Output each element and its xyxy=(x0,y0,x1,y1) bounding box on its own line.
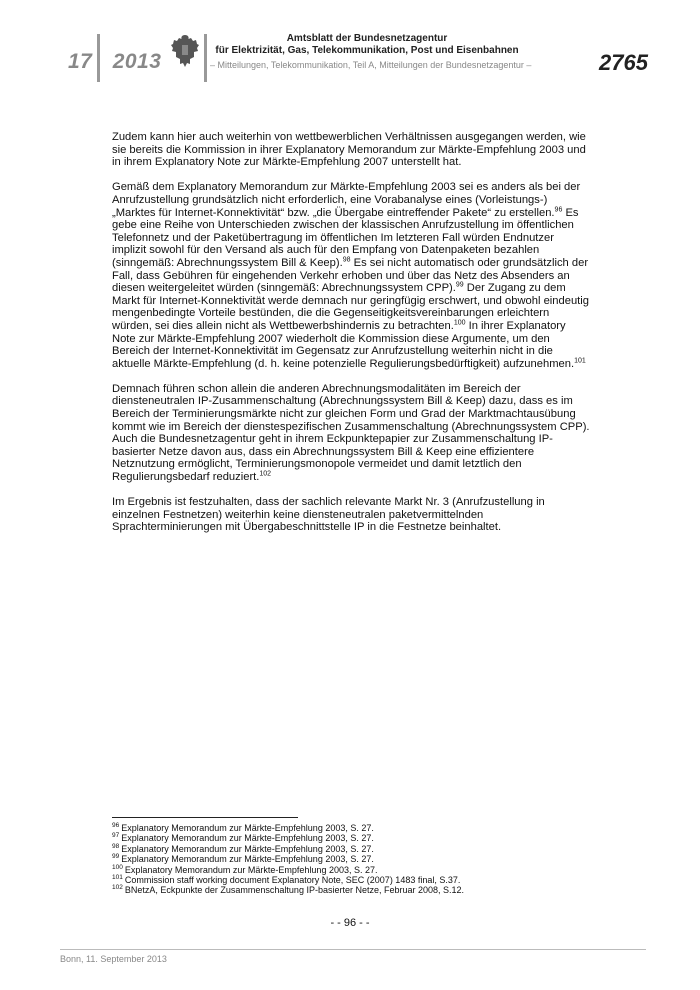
paragraph-2-part-a: Gemäß dem Explanatory Memorandum zur Märkte-Empfehlung 2003 sei es anders als bei der Anrufzustellung grundsätzlich nicht erforderlich, eine Vorabanalyse eines (Vorleistungs-) „Marktes für Internet-Konnektivität“ bzw. „die Übergabe eintreffender Pakete“ zu erstellen. xyxy=(112,181,581,219)
publication-title-line1: Amtsblatt der Bundesnetzagentur xyxy=(286,33,448,44)
paragraph-2-part-c: Es sei nicht automatisch oder grundsätzlich der Fall, dass Gebühren für eingehenden Verkehr erhoben und über das Netz des Absenders an diesen weitergeleitet würden (sinngemäß: Abrechnungssystem CPP). xyxy=(112,256,589,295)
header-divider-right xyxy=(204,34,207,82)
footnote-item xyxy=(112,865,582,875)
footer-date: Bonn, 11. September 2013 xyxy=(60,954,167,964)
footnote-ref-98: 98 xyxy=(342,256,351,264)
footnote-item xyxy=(112,844,582,854)
footnote-number: 97 xyxy=(112,832,120,840)
header-divider-left xyxy=(97,34,100,82)
paragraph-2-part-b: Es gebe eine Reihe von Unterschieden zwischen der klassischen Anrufzustellung im öffentlichen Telefonnetz und der Paketübertragung im öffentlichen Im letzteren Fall würden Endnutzer implizit sowohl für den Versand als auch für den Empfang von Datenpaketen bezahlen (sinngemäß: Abrechnungssystem Bill & Keep). xyxy=(112,206,579,269)
paragraph-3 xyxy=(112,383,590,484)
footnote-number: 98 xyxy=(112,842,120,850)
paragraph-4: Im Ergebnis ist festzuhalten, dass der sachlich relevante Markt Nr. 3 (Anrufzustellung in einzelnen Festnetzen) weiterhin keine diensteneutralen paketvermittelnden Sprachterminierungen mit Übergabeschnittstelle IP in die Festnetze beinhaltet. xyxy=(112,496,545,534)
footnote-item xyxy=(112,875,582,885)
paragraph-2 xyxy=(112,181,590,370)
footnote-ref-101: 101 xyxy=(574,356,586,364)
publication-subtitle: – Mitteilungen, Telekommunikation, Teil A, Mitteilungen der Bundesnetzagentur – xyxy=(210,60,532,70)
footnote-ref-99: 99 xyxy=(455,281,464,289)
paragraph-1: Zudem kann hier auch weiterhin von wettbewerblichen Verhältnissen ausgegangen werden, wie sie bereits die Kommission in ihrer Explanatory Memorandum zur Märkte-Empfehlung 2003 und in ihrem Explanatory Note zur Märkte-Empfehlung 2007 unterstellt hat. xyxy=(112,131,586,169)
footnote-text: Explanatory Memorandum zur Märkte-Empfehlung 2003, S. 27. xyxy=(121,854,374,865)
footnote-item xyxy=(112,854,582,864)
federal-eagle-icon xyxy=(170,33,200,69)
footnote-separator xyxy=(112,817,298,818)
footnote-ref-102: 102 xyxy=(259,470,272,478)
publication-title-line2: für Elektrizität, Gas, Telekommunikation, Post und Eisenbahnen xyxy=(215,45,519,56)
issue-label xyxy=(68,50,161,74)
issue-year: 2013 xyxy=(112,50,162,73)
issue-number: 17 xyxy=(68,50,93,73)
footnote-text: BNetzA, Eckpunkte der Zusammenschaltung IP-basierter Netze, Februar 2008, S.12. xyxy=(124,885,465,896)
publication-title xyxy=(210,33,524,57)
footnote-text: Explanatory Memorandum zur Märkte-Empfehlung 2003, S. 27. xyxy=(121,823,374,833)
footnote-number: 101 xyxy=(112,874,123,882)
footnote-text: Commission staff working document Explanatory Note, SEC (2007) 1483 final, S.37. xyxy=(124,875,461,886)
footnote-number: 96 xyxy=(112,822,120,829)
footnote-item xyxy=(112,823,582,833)
paragraph-3-text: Demnach führen schon allein die anderen Abrechnungsmodalitäten im Bereich der diensteneutralen IP-Zusammenschaltung (Abrechnungssystem Bill & Keep) dazu, dass es im Bereich der Terminierungsmärkte nicht zur gleichen Form und Grad der Marktmachtausübung kommt wie im Bereich der dienstespezifischen Zusammenschaltung (Abrechnungssystem CPP). Auch die Bundesnetzagentur geht in ihrem Eckpunktepapier zur Zusammenschaltung IP-basierter Netze davon aus, dass ein Abrechnungssystem Bill & Keep eine effizientere Netznutzung ermöglicht, Terminierungsmonopole vermeidet und damit letztlich den Regulierungsbedarf reduziert. xyxy=(112,382,590,484)
body-text xyxy=(112,131,590,547)
footnote-ref-96: 96 xyxy=(554,205,563,213)
paragraph-2-part-d: Der Zugang zu dem Markt für Internet-Konnektivität werde demnach nur geringfügig erschwert, und obwohl eindeutig mengenbedingte Vorteile bestünden, die die Gegenseitigkeitsvereinbarungen erleichtern würden, sei dies allein nicht als Wettbewerbshindernis zu betrachten. xyxy=(112,282,589,332)
footnote-item xyxy=(112,885,582,895)
paragraph-2-part-e: In ihrer Explanatory Note zur Märkte-Empfehlung 2007 wiederholt die Kommission diese Argumente, um den Bereich der Internet-Konnektivität im Gegensatz zur Anrufzustellung weiterhin nicht in die aktuelle Märkte-Empfehlung (d. h. keine potenzielle Regulierungsbedürftigkeit) aufzunehmen. xyxy=(112,319,575,370)
footnote-text: Explanatory Memorandum zur Märkte-Empfehlung 2003, S. 27. xyxy=(121,843,374,854)
page-number: 2765 xyxy=(599,50,648,75)
footnote-item xyxy=(112,833,582,843)
footer-divider xyxy=(60,949,646,950)
footnote-text: Explanatory Memorandum zur Märkte-Empfehlung 2003, S. 27. xyxy=(121,833,374,844)
footnote-number: 99 xyxy=(112,853,120,861)
footnote-number: 102 xyxy=(112,884,123,892)
footnote-text: Explanatory Memorandum zur Märkte-Empfehlung 2003, S. 27. xyxy=(124,864,378,875)
footnote-ref-100: 100 xyxy=(453,319,466,327)
footnote-number: 100 xyxy=(112,863,123,871)
footnotes xyxy=(112,823,582,896)
page-counter: - - 96 - - xyxy=(330,917,370,929)
